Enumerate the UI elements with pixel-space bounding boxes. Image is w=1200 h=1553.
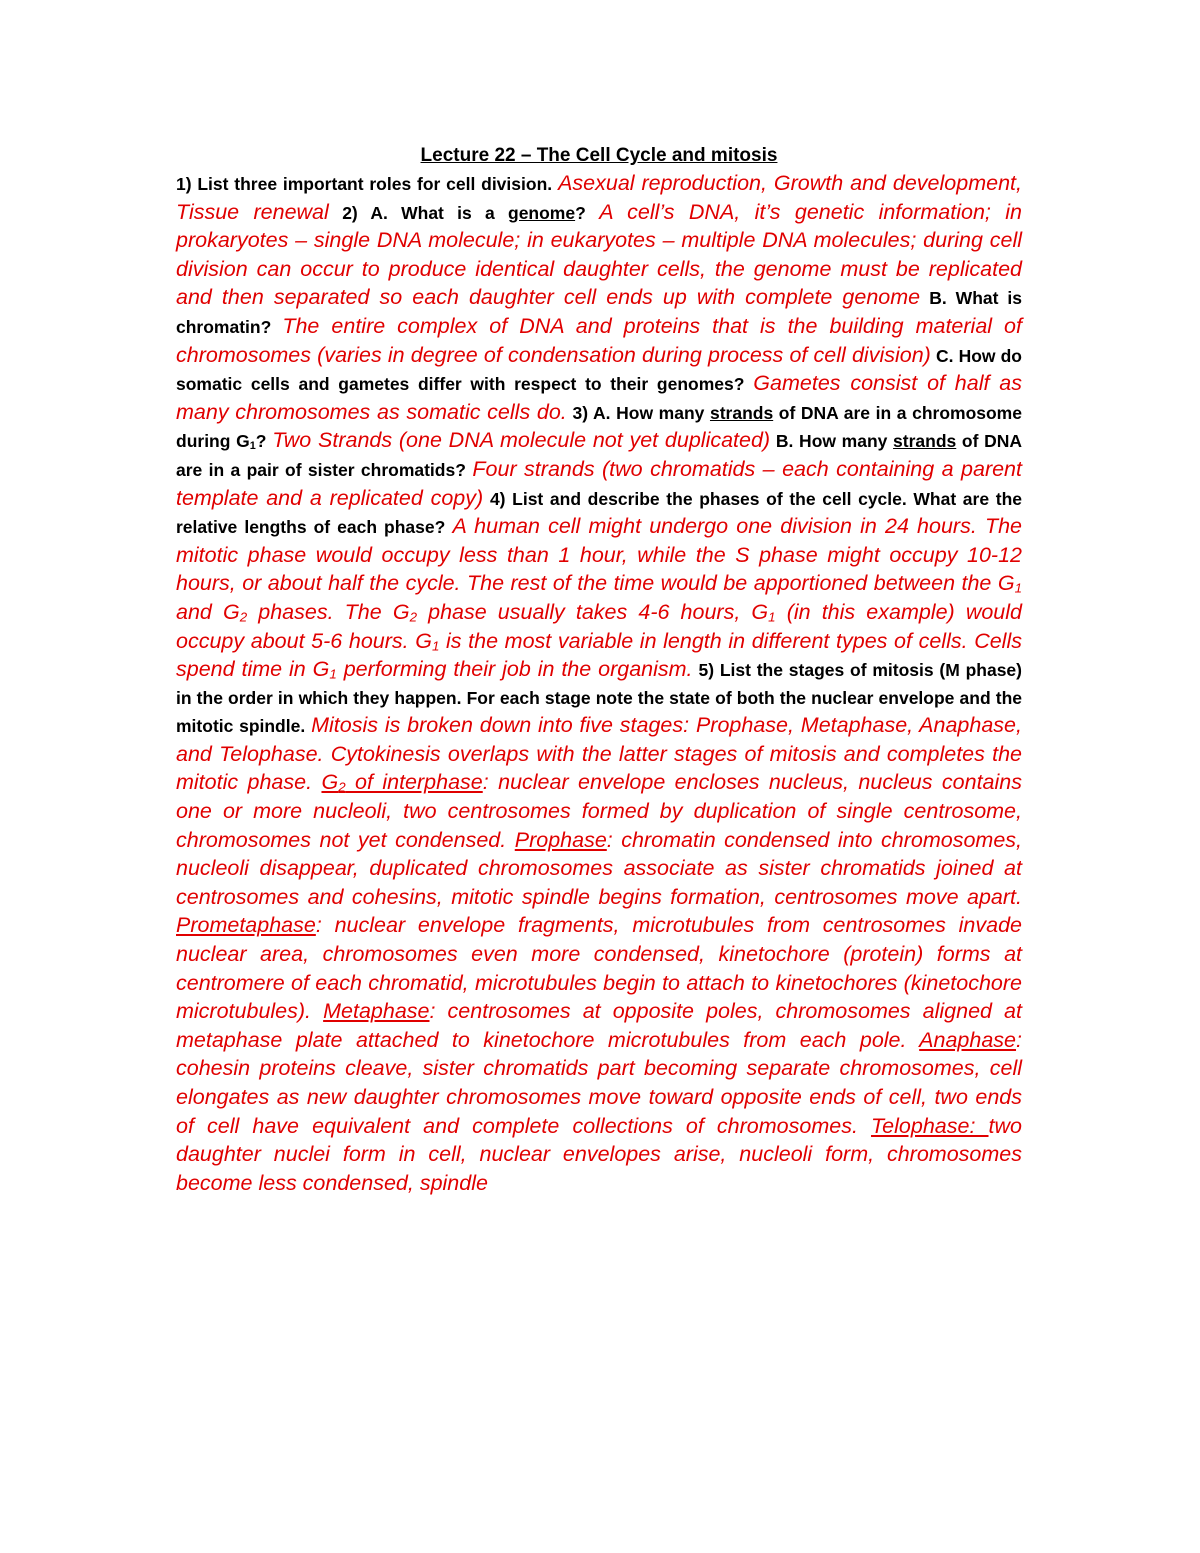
question-3b-term: strands	[893, 431, 957, 452]
document-body	[176, 170, 1022, 1198]
question-3b-suffix: of DNA are in a pair of sister chromatids?	[176, 431, 1022, 480]
stage-label-g2-sub: 2	[338, 780, 346, 796]
answer-4-sub: 1	[768, 609, 776, 625]
stage-label-g2-a: G	[321, 770, 339, 795]
answer-1: Asexual reproduction, Growth and development, Tissue renewal	[176, 171, 1022, 224]
answer-2c: Gametes consist of half as many chromosomes as somatic cells do.	[176, 371, 1022, 424]
question-3b-prefix: B. How many	[775, 431, 888, 452]
stage-text-metaphase: : centrosomes at opposite poles, chromosomes aligned at metaphase plate attached to kinetochore microtubules from each pole.	[176, 999, 1022, 1052]
question-1: 1) List three important roles for cell division.	[176, 174, 553, 194]
question-2a-term: genome	[508, 202, 576, 223]
answer-4-part: and G	[176, 599, 240, 624]
question-2a-prefix: 2) A. What is a	[342, 202, 495, 223]
question-2a-suffix: ?	[575, 202, 586, 223]
stage-label-g2-b: of interphase	[345, 770, 483, 795]
stage-text-anaphase: : cohesin proteins cleave, sister chromatids part becoming separate chromosomes, cell elongates as new daughter chromosomes move toward opposite ends of cell, two ends of cell have equivalent and complete collections of chromosomes.	[176, 1027, 1022, 1138]
answer-5	[176, 713, 1022, 1195]
answer-4-part: is the most variable in length in different types of cells. Cells spend time in G	[176, 628, 1022, 682]
answer-4-part: performing their job in the organism.	[336, 657, 693, 682]
stage-label-prophase: Prophase	[514, 827, 607, 852]
answer-4-part: phases. The G	[247, 599, 410, 624]
stage-label-anaphase: Anaphase	[919, 1027, 1017, 1052]
answer-2a: A cell’s DNA, it’s genetic information; in prokaryotes – single DNA molecule; in eukaryotes – multiple DNA molecules; during cell division can occur to produce identical daughter cells, the genome must be replicated and then separated so each daughter cell ends up with complete genome	[176, 199, 1022, 310]
question-2a	[342, 203, 586, 223]
stage-text-prometaphase: : nuclear envelope fragments, microtubules from centrosomes invade nuclear area, chromosomes even more condensed, kinetochore (protein) forms at centromere of each chromatid, microtubules begin to attach to kinetochores (kinetochore microtubules).	[176, 913, 1022, 1024]
stage-text-telophase: two daughter nuclei form in cell, nuclear envelopes arise, nucleoli form, chromosomes become less condensed, spindle	[176, 1113, 1022, 1195]
answer-3b: Four strands (two chromatids – each containing a parent template and a replicated copy)	[176, 456, 1022, 510]
stage-label-telophase: Telophase:	[871, 1113, 989, 1138]
answer-4-part: A human cell might undergo one division in 24 hours. The mitotic phase would occupy less than 1 hour, while the S phase might occupy 10-12 hours, or about half the cycle. The rest of the time would be apportioned between the G	[176, 514, 1022, 596]
answer-5-intro: Mitosis is broken down into five stages: Prophase, Metaphase, Anaphase, and Telophase. Cytokinesis overlaps with the latter stages of mitosis and completes the mitotic phase.	[176, 713, 1022, 795]
answer-4-sub: 2	[409, 609, 417, 625]
answer-4	[176, 514, 1022, 681]
answer-2b: The entire complex of DNA and proteins that is the building material of chromosomes (varies in degree of condensation during process of cell division)	[176, 313, 1022, 367]
question-3a-term: strands	[709, 402, 774, 423]
document-title: Lecture 22 – The Cell Cycle and mitosis	[420, 145, 778, 166]
answer-4-part: (in this example) would occupy about 5-6 hours. G	[176, 599, 1022, 653]
stage-label-metaphase: Metaphase	[323, 999, 430, 1024]
stage-label-g2-interphase	[321, 770, 482, 794]
stage-text-prophase: : chromatin condensed into chromosomes, nucleoli disappear, duplicated chromosomes associate as sister chromatids joined at centrosomes and cohesins, mitotic spindle begins formation, centrosomes move apart.	[176, 827, 1022, 909]
answer-4-sub: 1	[329, 666, 337, 682]
answer-3a: Two Strands (one DNA molecule not yet duplicated)	[272, 428, 771, 453]
answer-4-sub: 2	[239, 609, 248, 625]
question-5: 5) List the stages of mitosis (M phase) in the order in which they happen. For each stage note the state of both the nuclear envelope and the mitotic spindle.	[176, 660, 1022, 737]
question-4: 4) List and describe the phases of the cell cycle. What are the relative lengths of each phase?	[176, 488, 1022, 538]
question-2b: B. What is chromatin?	[176, 288, 1022, 337]
answer-4-sub: 1	[431, 638, 440, 654]
question-3a-middle: of DNA are in a chromosome during G	[176, 402, 1022, 452]
question-2c: C. How do somatic cells and gametes differ with respect to their genomes?	[176, 345, 1022, 395]
stage-label-prometaphase: Prometaphase	[176, 913, 316, 938]
answer-4-part: phase usually takes 4-6 hours, G	[417, 599, 769, 624]
stage-text-g2-interphase: : nuclear envelope encloses nucleus, nucleus contains one or more nucleoli, two centrosomes formed by duplication of single centrosome, chromosomes not yet condensed.	[176, 770, 1022, 852]
question-3a-suffix: ?	[255, 431, 267, 452]
answer-4-sub: 1	[1014, 580, 1022, 596]
question-3a-sub: 1	[249, 440, 256, 453]
question-3a-prefix: 3) A. How many	[572, 402, 705, 423]
